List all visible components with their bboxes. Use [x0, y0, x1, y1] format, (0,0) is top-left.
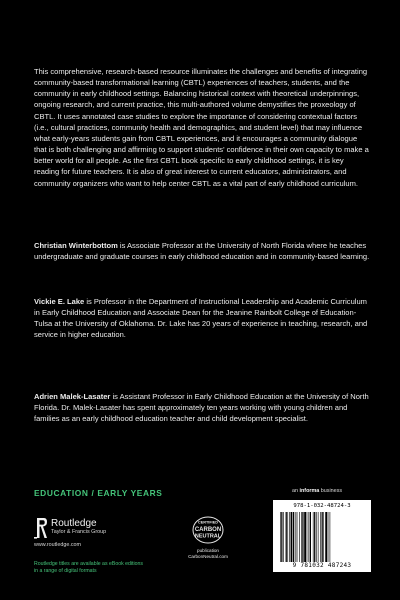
author-bio-lake: [34, 296, 370, 341]
ebook-note: Routledge titles are available as eBook editions in a range of digital formats: [34, 561, 144, 574]
author-name: Christian Winterbottom: [34, 241, 118, 250]
author-bio-malek-lasater: [34, 391, 370, 424]
publisher-url: www.routledge.com: [34, 542, 82, 548]
routledge-logo-icon: [34, 517, 48, 539]
isbn-number: 978-1-032-48724-3: [293, 503, 351, 509]
publisher-name: Routledge: [51, 518, 97, 529]
carbon-neutral-badge-icon: [192, 516, 224, 544]
carbon-neutral-badge: [186, 510, 230, 578]
author-bio-text: is Associate Professor at the University of North Florida where he teaches undergraduate and graduate courses in early childhood education and in community-based learning.: [34, 241, 370, 262]
barcode-icon: [279, 512, 365, 562]
book-description: This comprehensive, research-based resource illuminates the challenges and benefits of integrating community-based transformational learning (CBTL) experiences of teachers, students, and the community in early childhood settings. Balancing historical context with theoretical underpinnings, ongoing research, and current practice, this multi-authored volume demystifies the proxeology of CBTL. It uses annotated case studies to explore the importance of considering contextual factors (i.e., cultural practices, community health and demographics, and student level) that may influence what early-years students gain from CBTL experiences, and it encourages a community dialogue that is both challenging and affirming to support students' confidence in their own capacity to make a better world for all people. As the first CBTL book specific to early childhood settings, it is key reading for future teachers. It is also of great interest to current educators, administrators, and community organizers who want to help center CBTL as a vital part of early childhood curriculum.: [34, 67, 369, 188]
author-bio-text: is Professor in the Department of Instructional Leadership and Academic Curriculum in Early Childhood Education and Associate Dean for the Jeanine Rainbolt College of Education-Tulsa at the University of Oklahoma. Dr. Lake has 20 years of experience in teaching, research, and service in higher education.: [34, 297, 368, 340]
author-bio-text: is Assistant Professor in Early Childhood Education at the University of North Florida. Dr. Malek-Lasater has spent approximately ten years working with young children and families as an early childhood education teacher and child development specialist.: [34, 392, 369, 424]
author-name: Vickie E. Lake: [34, 297, 85, 306]
isbn-barcode: [273, 500, 371, 572]
imprint-brand: informa: [299, 488, 320, 494]
carbon-publication-label: publication: [197, 548, 219, 553]
publisher-group: Taylor & Francis Group: [51, 529, 107, 535]
imprint-suffix: business: [319, 488, 343, 494]
publisher-block: [34, 517, 144, 567]
informa-imprint: [292, 488, 342, 494]
badge-bottom-text: NEUTRAL: [194, 533, 222, 540]
barcode-digits: 9 781032 487243: [292, 562, 352, 569]
author-bio-winterbottom: [34, 240, 370, 262]
subject-category: EDUCATION / EARLY YEARS: [34, 488, 163, 498]
badge-middle-text: CARBON: [194, 527, 222, 533]
carbon-website: CarbonNeutral.com: [188, 554, 228, 559]
imprint-prefix: an: [292, 488, 300, 494]
badge-top-text: CERTIFIED: [197, 520, 219, 525]
author-name: Adrien Malek-Lasater: [34, 392, 111, 401]
